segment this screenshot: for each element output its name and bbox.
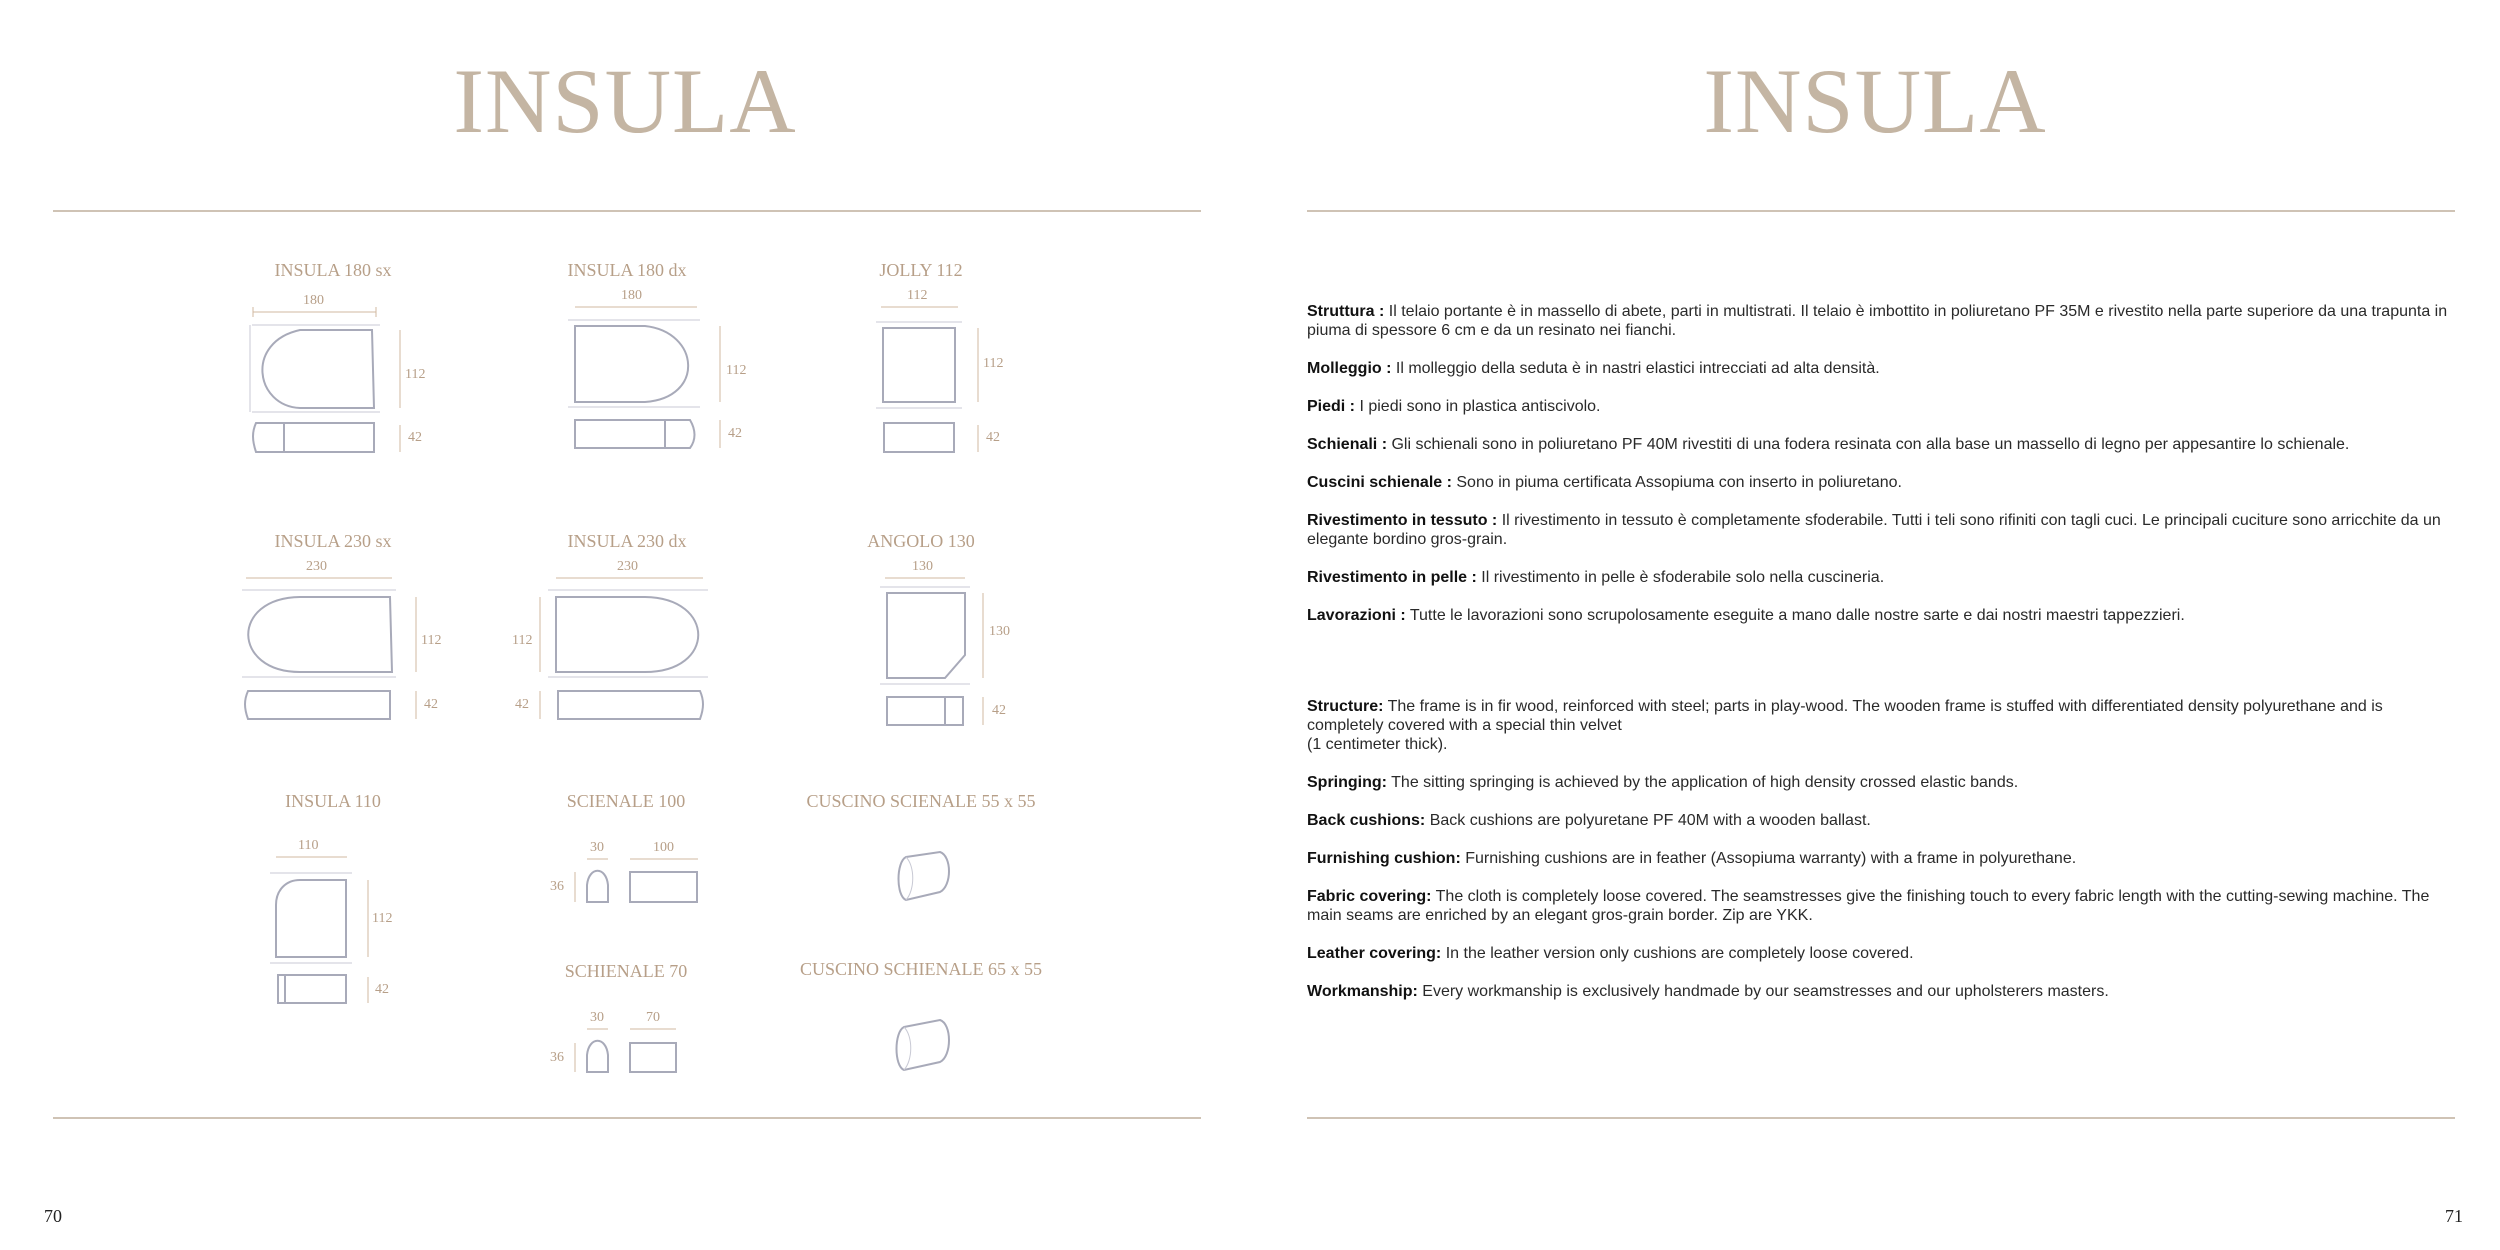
item-title-cuscino-55: CUSCINO SCIENALE 55 x 55: [806, 791, 1036, 811]
dim-width: 112: [907, 288, 928, 303]
bottom-divider: [53, 1117, 1201, 1119]
bottom-divider: [1307, 1117, 2455, 1119]
dim-width: 230: [617, 559, 638, 574]
dim-height: 42: [986, 430, 1000, 445]
spec-schienali: Schienali : Gli schienali sono in poliuretano PF 40M rivestiti di una fodera resinata con alla base un massello di legno per appesantire lo schienale.: [1307, 436, 2350, 453]
dim-width: 100: [653, 840, 674, 855]
item-title-angolo-130: ANGOLO 130: [867, 531, 975, 551]
dim-depth: 30: [590, 1010, 604, 1025]
item-title-scienale-100: SCIENALE 100: [566, 791, 686, 811]
dim-width: 130: [912, 559, 933, 574]
top-divider: [1307, 210, 2455, 212]
spec-rivestimento-tessuto: Rivestimento in tessuto : Il rivestimento in tessuto è completamente sfoderabile. Tutti i teli sono rifiniti con tagli cuci. Le principali cuciture sono arricchite da un elegante bordino gros-grain.: [1307, 512, 2441, 548]
dim-height: 42: [424, 697, 438, 712]
dim-height: 42: [728, 426, 742, 441]
spec-fabric-covering: Fabric covering: The cloth is completely loose covered. The seamstresses give the finishing touch to every fabric length with the cutting-sewing machine. The main seams are enriched by an elegant gros-grain border. Zip are YKK.: [1307, 888, 2430, 924]
spec-rivestimento-pelle: Rivestimento in pelle : Il rivestimento in pelle è sfoderabile solo nella cuscineria.: [1307, 569, 1885, 586]
spec-workmanship: Workmanship: Every workmanship is exclusively handmade by our seamstresses and our upholsterers masters.: [1307, 983, 2109, 1000]
item-title-schienale-70: SCHIENALE 70: [564, 961, 688, 981]
dim-depth: 112: [512, 633, 533, 648]
dim-height: 36: [550, 1050, 564, 1065]
spec-leather-covering: Leather covering: In the leather version only cushions are completely loose covered.: [1307, 945, 1914, 962]
spec-struttura: Struttura : Il telaio portante è in massello di abete, parti in multistrati. Il telaio è imbottito in poliuretano PF 35M e rivestito nella parte superiore da una trapunta in piuma di spessore 6 cm e da un resinato nei fianchi.: [1307, 303, 2448, 339]
dim-height: 42: [992, 703, 1006, 718]
spec-lavorazioni: Lavorazioni : Tutte le lavorazioni sono scrupolosamente eseguite a mano dalle nostre sarte e dai nostri maestri tappezzieri.: [1307, 607, 2185, 624]
item-title-insula-180-sx: INSULA 180 sx: [274, 260, 392, 280]
dim-depth: 112: [405, 367, 426, 382]
dim-depth: 112: [983, 356, 1004, 371]
page-number: 71: [2445, 1206, 2463, 1226]
dim-depth: 112: [726, 363, 747, 378]
dim-width: 180: [303, 293, 324, 308]
page-number: 70: [44, 1206, 62, 1226]
spec-structure: Structure: The frame is in fir wood, reinforced with steel; parts in play-wood. The wooden frame is stuffed with differentiated density polyurethane and is completely covered with a special thin velvet (1 centimeter thick).: [1307, 698, 2383, 753]
page-title: INSULA: [1703, 50, 2047, 152]
spec-springing: Springing: The sitting springing is achieved by the application of high density crossed elastic bands.: [1307, 774, 2019, 791]
english-specifications: [1307, 697, 2459, 1020]
item-title-insula-230-sx: INSULA 230 sx: [274, 531, 392, 551]
dim-width: 180: [621, 288, 642, 303]
dim-height: 36: [550, 879, 564, 894]
spec-furnishing-cushion: Furnishing cushion: Furnishing cushions are in feather (Assopiuma warranty) with a frame in polyurethane.: [1307, 850, 2077, 867]
item-title-jolly-112: JOLLY 112: [879, 260, 963, 280]
dim-depth: 30: [590, 840, 604, 855]
spec-back-cushions: Back cushions: Back cushions are polyuretane PF 40M with a wooden ballast.: [1307, 812, 1871, 829]
dim-width: 230: [306, 559, 327, 574]
dim-height: 42: [515, 697, 529, 712]
page-title: INSULA: [453, 50, 797, 152]
item-title-cuscino-65: CUSCINO SCHIENALE 65 x 55: [799, 959, 1043, 979]
dim-height: 42: [408, 430, 422, 445]
item-title-insula-230-dx: INSULA 230 dx: [567, 531, 687, 551]
right-page: [1250, 0, 2500, 1250]
spec-molleggio: Molleggio : Il molleggio della seduta è in nastri elastici intrecciati ad alta densità.: [1307, 360, 1880, 377]
dim-height: 42: [375, 982, 389, 997]
item-title-insula-180-dx: INSULA 180 dx: [567, 260, 687, 280]
italian-specifications: [1307, 302, 2459, 644]
dim-width: 70: [646, 1010, 660, 1025]
spec-piedi: Piedi : I piedi sono in plastica antiscivolo.: [1307, 398, 1601, 415]
dim-depth: 130: [989, 624, 1010, 639]
dim-width: 110: [298, 838, 319, 853]
dim-depth: 112: [372, 911, 393, 926]
spec-cuscini-schienale: Cuscini schienale : Sono in piuma certificata Assopiuma con inserto in poliuretano.: [1307, 474, 1902, 491]
dim-depth: 112: [421, 633, 442, 648]
item-title-insula-110: INSULA 110: [285, 791, 381, 811]
